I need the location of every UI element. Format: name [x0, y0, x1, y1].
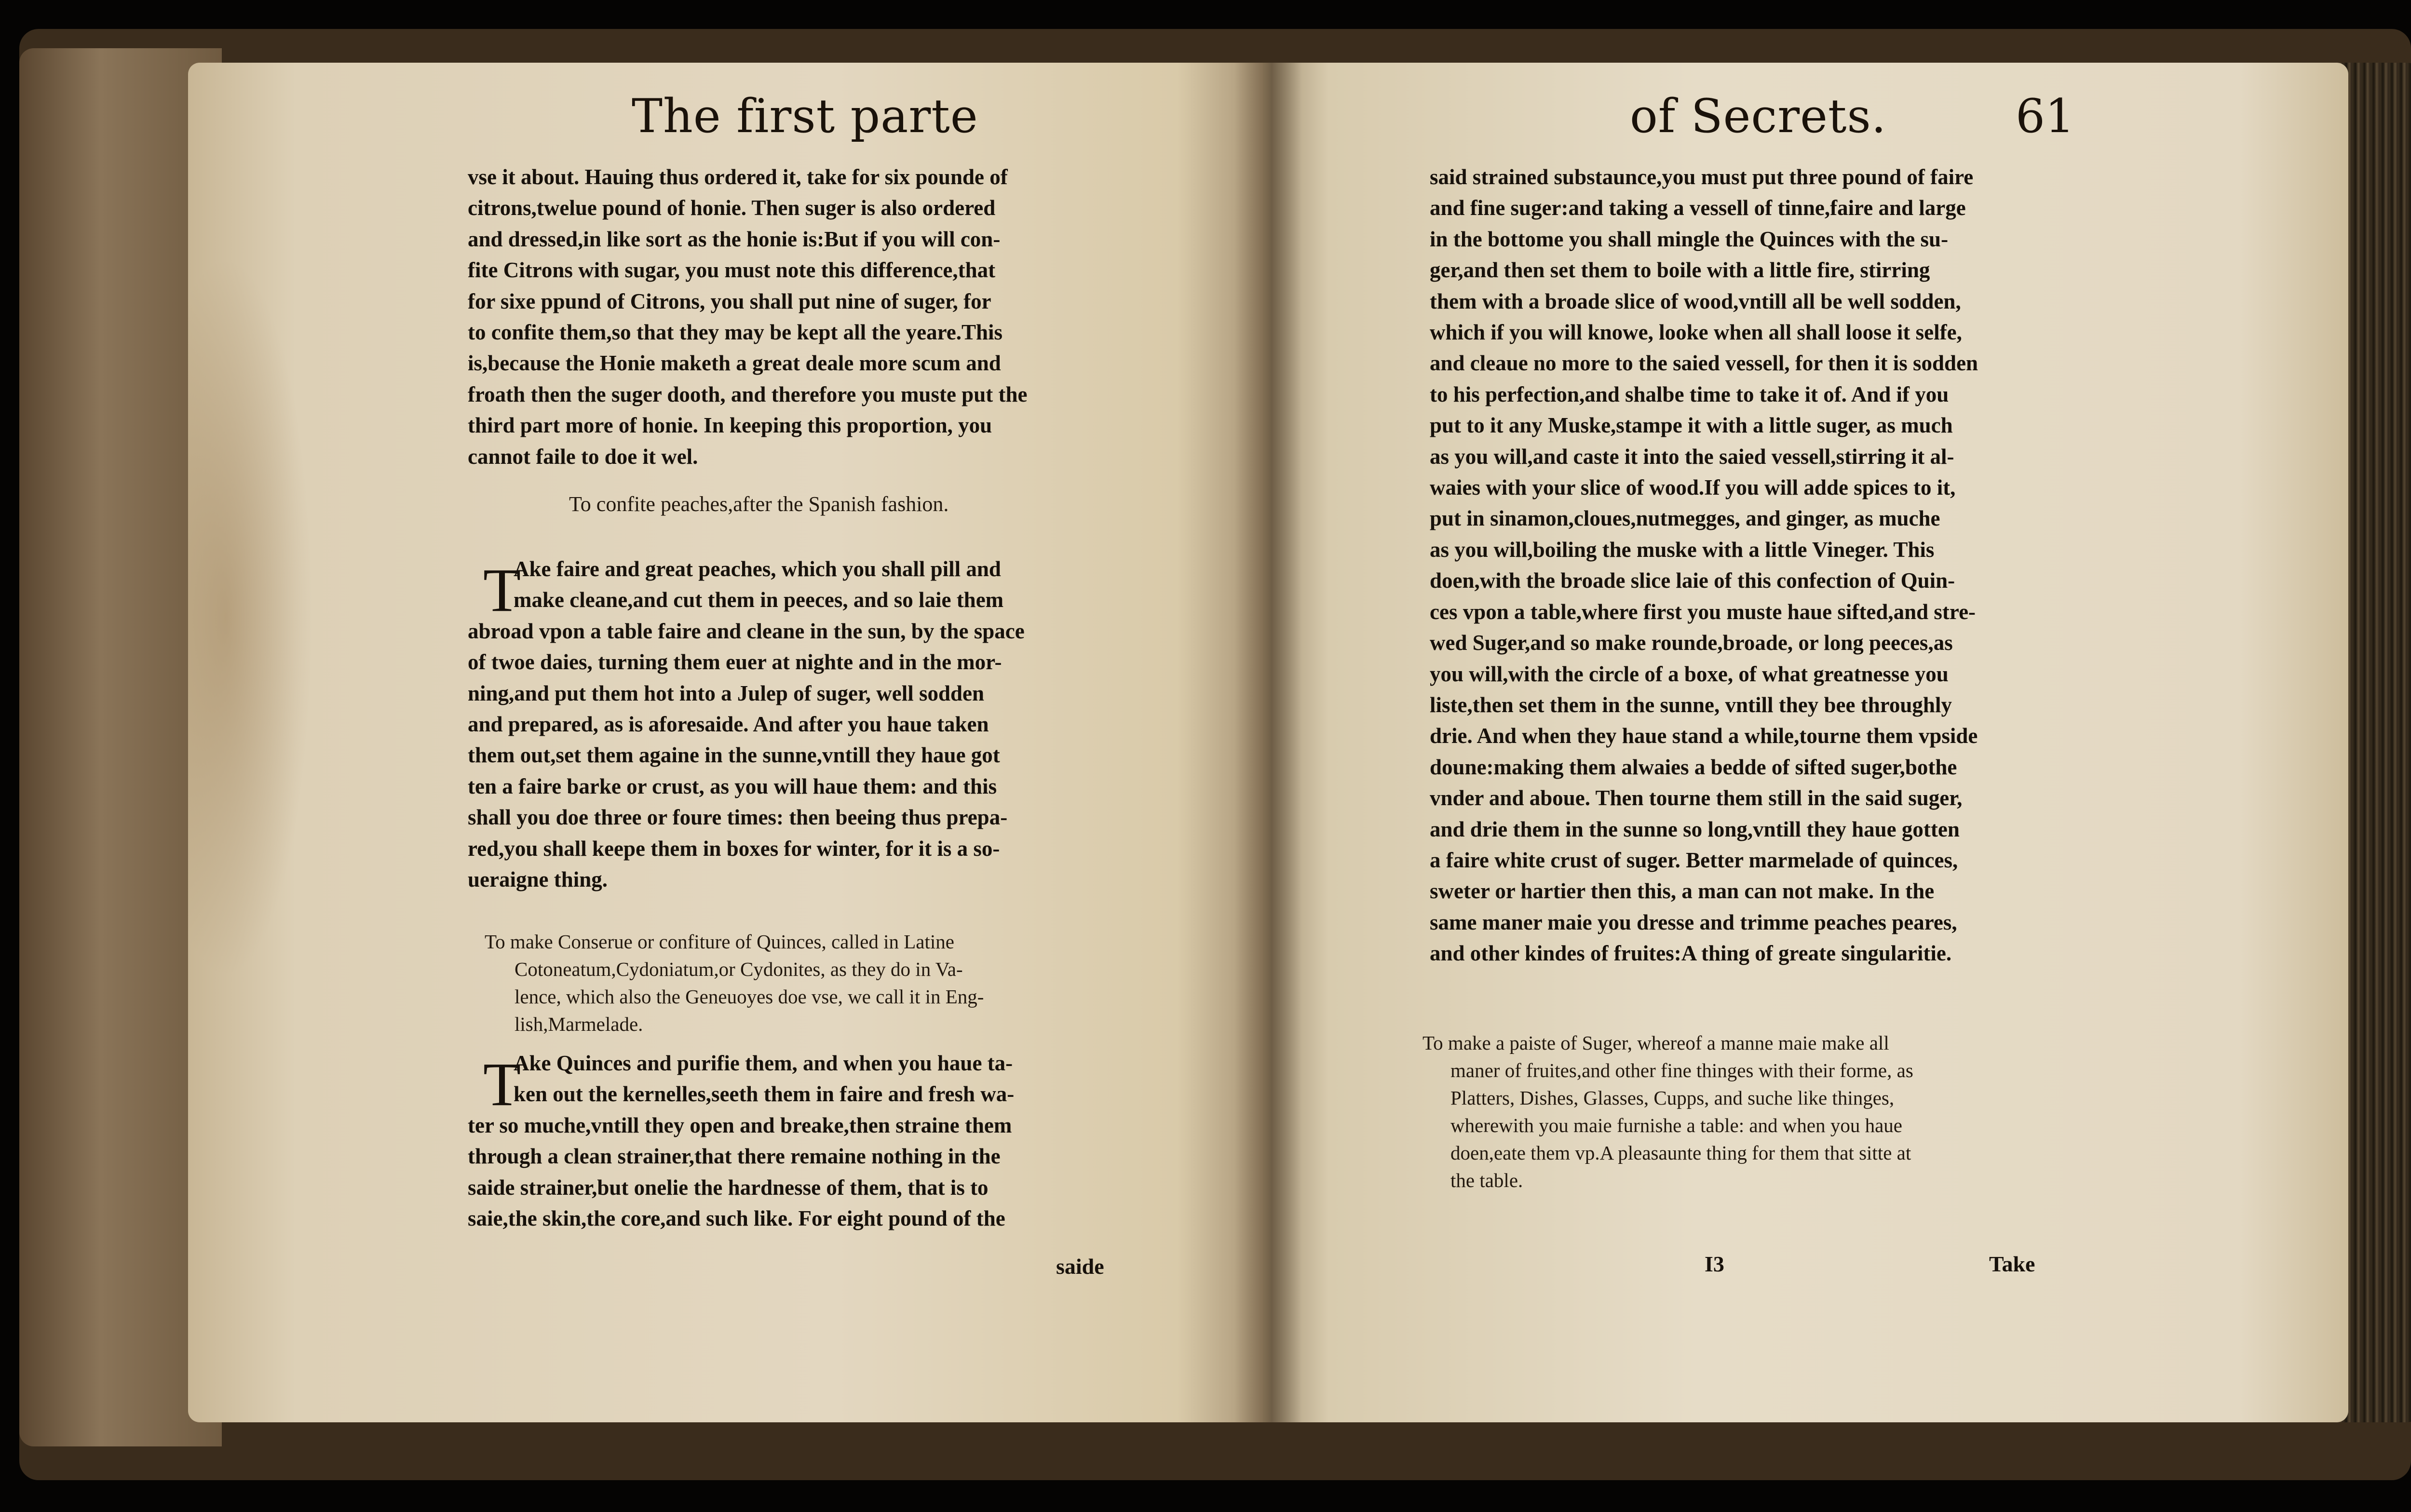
text-line: citrons,twelue pound of honie. Then suger is also ordered — [468, 196, 996, 220]
recipe-heading-marmelade — [485, 928, 984, 1038]
text-line: and other kindes of fruites:A thing of greate singularitie. — [1430, 941, 1952, 966]
text-line: as you will,boiling the muske with a little Vineger. This — [1430, 537, 1935, 562]
text-line: froath then the suger dooth, and therefore you muste put the — [468, 382, 1028, 406]
text-line: said strained substaunce,you must put three pound of faire — [1430, 165, 1974, 189]
text-line: ger,and then set them to boile with a little fire, stirring — [1430, 258, 1930, 283]
text-line: To make a paiste of Suger, whereof a manne maie make all — [1422, 1032, 1889, 1054]
left-catchword: saide — [1056, 1254, 1104, 1279]
text-line: and prepared, as is aforesaide. And after you haue taken — [468, 712, 989, 737]
text-line: ueraigne thing. — [468, 867, 608, 892]
text-line: waies with your slice of wood.If you will adde spices to it, — [1430, 475, 1956, 500]
right-catchword: Take — [1989, 1252, 2035, 1276]
text-line: Ake faire and great peaches, which you shall pill and — [514, 557, 1001, 581]
text-line: doen,with the broade slice laie of this confection of Quin- — [1430, 568, 1955, 593]
text-line: and fine suger:and taking a vessell of tinne,faire and large — [1430, 196, 1966, 220]
text-line: Cotoneatum,Cydoniatum,or Cydonites, as they do in Va- — [515, 958, 963, 980]
book-gutter — [1234, 63, 1302, 1422]
text-line: red,you shall keepe them in boxes for winter, for it is a so- — [468, 836, 1000, 861]
text-line: through a clean strainer,that there remaine nothing in the — [468, 1144, 1001, 1169]
text-line: ces vpon a table,where first you muste haue sifted,and stre- — [1430, 599, 1976, 624]
text-line: as you will,and caste it into the saied vessell,stirring it al- — [1430, 444, 1954, 469]
right-running-head: of Secrets. — [1630, 89, 1887, 143]
text-line: wed Suger,and so make rounde,broade, or long peeces,as — [1430, 631, 1953, 655]
text-line: fite Citrons with sugar, you must note this difference,that — [468, 258, 996, 283]
text-line: is,because the Honie maketh a great deale more scum and — [468, 351, 1001, 376]
text-line: wherewith you maie furnishe a table: and when you haue — [1450, 1114, 1902, 1136]
recipe-heading-peaches: To confite peaches,after the Spanish fashion. — [569, 492, 949, 516]
signature-mark: I3 — [1705, 1252, 1724, 1276]
text-line: in the bottome you shall mingle the Quinces with the su- — [1430, 227, 1949, 251]
text-line: ning,and put them hot into a Julep of suger, well sodden — [468, 681, 985, 705]
text-line: you will,with the circle of a boxe, of what greatnesse you — [1430, 662, 1949, 686]
recipe-heading-sugar-paste — [1422, 1029, 1913, 1194]
text-line: ter so muche,vntill they open and breake,then straine them — [468, 1113, 1012, 1137]
text-line: doen,eate them vp.A pleasaunte thing for them that sitte at — [1450, 1142, 1911, 1164]
page-number: 61 — [2016, 89, 2075, 143]
text-line: them out,set them againe in the sunne,vntill they haue got — [468, 743, 1000, 768]
text-line: To make Conserue or confiture of Quinces, called in Latine — [485, 931, 954, 953]
text-line: doune:making them alwaies a bedde of sifted suger,bothe — [1430, 755, 1957, 779]
text-line: drie. And when they haue stand a while,tourne them vpside — [1430, 724, 1978, 748]
right-page — [1263, 63, 2348, 1422]
text-line: and cleaue no more to the saied vessell, for then it is sodden — [1430, 351, 1978, 376]
recipe-body-marmelade — [468, 1048, 1014, 1234]
text-line: ten a faire barke or crust, as you will haue them: and this — [468, 774, 997, 798]
text-line: liste,then set them in the sunne, vntill they bee throughly — [1430, 692, 1952, 717]
recipe-body-peaches — [468, 554, 1025, 895]
text-line: Platters, Dishes, Glasses, Cupps, and suche like thinges, — [1450, 1087, 1895, 1109]
text-line: a faire white crust of suger. Better marmelade of quinces, — [1430, 848, 1958, 872]
text-line: put in sinamon,cloues,nutmegges, and ginger, as muche — [1430, 506, 1940, 531]
left-running-head: The first parte — [632, 89, 978, 143]
text-line: vnder and aboue. Then tourne them still in the said suger, — [1430, 786, 1963, 810]
text-line: for sixe ppund of Citrons, you shall put nine of suger, for — [468, 289, 991, 313]
text-line: and dressed,in like sort as the honie is:But if you will con- — [468, 227, 1001, 251]
text-line: to his perfection,and shalbe time to take it of. And if you — [1430, 382, 1949, 406]
text-line: to confite them,so that they may be kept all the yeare.This — [468, 320, 1003, 345]
text-line: make cleane,and cut them in peeces, and so laie them — [514, 588, 1004, 612]
text-line: third part more of honie. In keeping this proportion, you — [468, 413, 992, 438]
text-line: saie,the skin,the core,and such like. For eight pound of the — [468, 1206, 1005, 1231]
text-line: maner of fruites,and other fine thinges with their forme, as — [1450, 1059, 1913, 1081]
left-continuation-text — [468, 162, 1027, 472]
right-continuation-text — [1430, 162, 1978, 969]
text-line: cannot faile to doe it wel. — [468, 444, 698, 469]
left-page — [188, 63, 1263, 1422]
text-line: same maner maie you dresse and trimme peaches peares, — [1430, 910, 1957, 934]
text-line: vse it about. Hauing thus ordered it, take for six pounde of — [468, 165, 1008, 189]
drop-cap-quinces: T — [483, 1050, 521, 1119]
text-line: of twoe daies, turning them euer at nighte and in the mor- — [468, 650, 1002, 675]
text-line: sweter or hartier then this, a man can not make. In the — [1430, 879, 1935, 904]
text-line: saide strainer,but onelie the hardnesse of them, that is to — [468, 1175, 989, 1200]
water-stain — [188, 256, 313, 979]
text-line: and drie them in the sunne so long,vntill they haue gotten — [1430, 817, 1960, 841]
drop-cap-peaches: T — [483, 556, 521, 624]
text-line: which if you will knowe, looke when all shall loose it selfe, — [1430, 320, 1962, 345]
text-line: abroad vpon a table faire and cleane in the sun, by the space — [468, 619, 1025, 643]
text-line: ken out the kernelles,seeth them in faire and fresh wa- — [514, 1082, 1015, 1107]
text-line: them with a broade slice of wood,vntill all be well sodden, — [1430, 289, 1961, 313]
text-line: lish,Marmelade. — [515, 1013, 643, 1035]
text-line: put to it any Muske,stampe it with a little suger, as much — [1430, 413, 1953, 438]
text-line: lence, which also the Geneuoyes doe vse, we call it in Eng- — [515, 986, 984, 1008]
text-line: shall you doe three or foure times: then beeing thus prepa- — [468, 805, 1008, 830]
text-line: the table. — [1450, 1169, 1523, 1191]
text-line: Ake Quinces and purifie them, and when you haue ta- — [514, 1051, 1013, 1075]
